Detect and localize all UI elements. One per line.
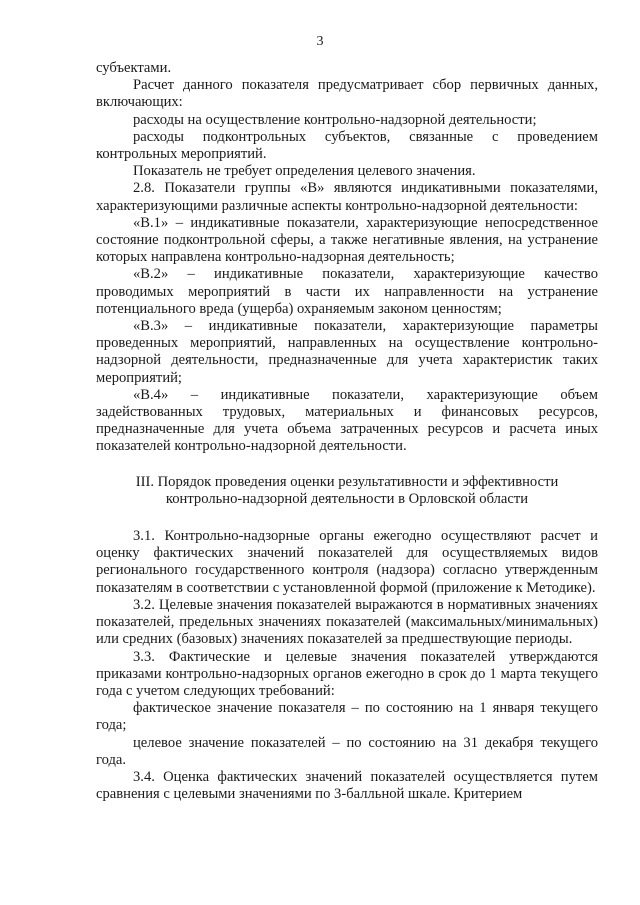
list-item: расходы на осуществление контрольно-надзорной деятельности; bbox=[133, 111, 537, 128]
list-item: фактическое значение показателя – по состоянию на 1 января текущего года; bbox=[96, 700, 598, 734]
list-item: «В.4» – индикативные показатели, характеризующие объем задействованных трудовых, материальных и финансовых ресурсов, предназначенные для учета объема затраченных ресурсов и расчета иных показателей контрольно-надзорной деятельности. bbox=[96, 386, 598, 455]
paragraph: 2.8. Показатели группы «В» являются индикативными показателями, характеризующими различные аспекты контрольно-надзорной деятельности: bbox=[96, 180, 598, 214]
paragraph: Расчет данного показателя предусматривает сбор первичных данных, включающих: bbox=[96, 77, 598, 111]
list-item: целевое значение показателей – по состоянию на 31 декабря текущего года. bbox=[96, 734, 598, 768]
paragraph: 3.4. Оценка фактических значений показателей осуществляется путем сравнения с целевыми значениями по 3-балльной шкале. Критерием bbox=[96, 768, 598, 803]
list-item: «В.1» – индикативные показатели, характеризующие непосредственное состояние подконтрольной сферы, а также негативные явления, на устранение которых направлена контрольно-надзорная деятельность; bbox=[96, 214, 598, 266]
section-heading bbox=[96, 474, 598, 508]
section-heading-line: контрольно-надзорной деятельности в Орловской области bbox=[165, 490, 529, 507]
section-heading-line: III. Порядок проведения оценки результативности и эффективности bbox=[135, 473, 559, 490]
paragraph: субъектами. bbox=[96, 60, 172, 76]
list-item: «В.3» – индикативные показатели, характеризующие параметры проведенных мероприятий, направленных на осуществление контрольно-надзорной деятельности, предназначенные для учета характеристик таких мероприятий; bbox=[96, 318, 598, 386]
list-item: «В.2» – индикативные показатели, характеризующие качество проводимых мероприятий в части их направленности на устранение потенциального вреда (ущерба) охраняемым законом ценностям; bbox=[96, 266, 598, 317]
paragraph: 3.3. Фактические и целевые значения показателей утверждаются приказами контрольно-надзорных органов ежегодно в срок до 1 марта текущего года с учетом следующих требований: bbox=[96, 648, 598, 699]
paragraph: Показатель не требует определения целевого значения. bbox=[133, 163, 476, 180]
paragraph: 3.2. Целевые значения показателей выражаются в нормативных значениях показателей, предельных значениях показателей (максимальных/минимальных) или средних (базовых) значениях показателей за предшествующие периоды. bbox=[96, 596, 598, 648]
document-body bbox=[96, 60, 598, 803]
paragraph: 3.1. Контрольно-надзорные органы ежегодно осуществляют расчет и оценку фактических значений показателей для осуществляемых видов регионального государственного контроля (надзора) согласно утвержденным показателям в соответствии с установленной формой (приложение к Методике). bbox=[96, 528, 598, 596]
page-number: 3 bbox=[316, 34, 324, 49]
list-item: расходы подконтрольных субъектов, связанные с проведением контрольных мероприятий. bbox=[96, 128, 598, 163]
